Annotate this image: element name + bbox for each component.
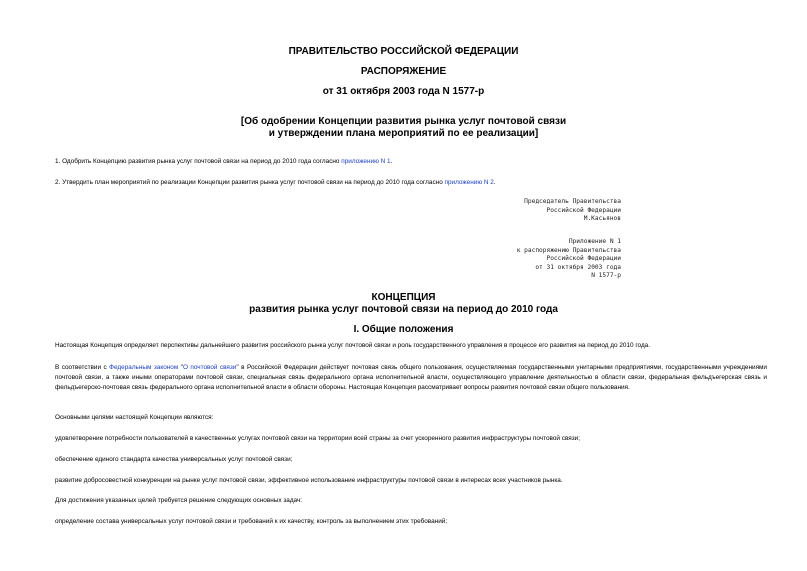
paragraph-4: удовлетворение потребности пользователей в качественных услугах почтовой связи на территории всей страны за счет ускоренного развития инфраструктуры почтовой связи; [55, 435, 580, 442]
item-1-tail: . [390, 158, 393, 165]
paragraph-2-c: " в Российской Федерации действует почтовая связь общего пользования, осуществляемая государственными унитарными предприятиями, государственными учреждениями почтовой связи, а также иными операторами почтовой связи, специальная связь федерального органа исполнительной власти, осуществляющего управление деятельностью в области связи, федеральная фельдъегерская связь и фельдъегерско-почтовая связь федерального органа исполнительной власти в области обороны. Настоящая Концепция рассматривает вопросы развития почтовой связи общего пользования. [55, 364, 768, 391]
signature-line2: Российской Федерации [546, 206, 621, 214]
doc-title-line2: и утверждении плана мероприятий по ее реализации] [268, 128, 539, 139]
appendix-block [517, 238, 621, 281]
concept-title: КОНЦЕПЦИЯ [371, 292, 436, 303]
appendix-2-link[interactable]: приложению N 2 [444, 179, 494, 186]
appendix-line5: N 1577-р [591, 272, 621, 279]
item-2 [55, 178, 767, 188]
item-2-text: 2. Утвердить план мероприятий по реализации Концепции развития рынка услуг почтовой связи на период до 2010 года согласно [55, 179, 445, 186]
doc-type-heading: РАСПОРЯЖЕНИЕ [360, 66, 447, 77]
signature-block [524, 198, 621, 224]
section-heading: I. Общие положения [353, 324, 454, 335]
item-1-text: 1. Одобрить Концепцию развития рынка услуг почтовой связи на период до 2010 года согласно [55, 158, 342, 165]
signature-line3: М.Касьянов [583, 215, 621, 222]
paragraph-3: Основными целями настоящей Концепции являются: [55, 414, 214, 421]
paragraph-2 [55, 363, 767, 393]
government-heading: ПРАВИТЕЛЬСТВО РОССИЙСКОЙ ФЕДЕРАЦИИ [288, 46, 519, 57]
paragraph-7: Для достижения указанных целей требуется решение следующих основных задач: [55, 497, 303, 504]
appendix-line1: Приложение N 1 [568, 238, 621, 245]
paragraph-1: Настоящая Концепция определяет перспективы дальнейшего развития российского рынка услуг почтовой связи и роль государственного управления в процессе его развития на период до 2010 года. [55, 342, 651, 349]
paragraph-5: обеспечение единого стандарта качества универсальных услуг почтовой связи; [55, 456, 293, 463]
concept-subtitle: развития рынка услуг почтовой связи на период до 2010 года [249, 304, 558, 315]
signature-line1: Председатель Правительства [524, 198, 621, 205]
appendix-line3: Российской Федерации [546, 255, 621, 262]
item-2-tail: . [493, 179, 496, 186]
postal-law-link[interactable]: О почтовой связи [182, 364, 237, 371]
paragraph-6: развитие добросовестной конкуренции на рынке услуг почтовой связи, эффективное использование инфраструктуры почтовой связи в интересах всех участников рынка. [55, 477, 563, 484]
paragraph-8: определение состава универсальных услуг почтовой связи и требований к их качеству, контроль за выполнением этих требований; [55, 518, 448, 525]
appendix-1-link[interactable]: приложению N 1 [341, 158, 391, 165]
appendix-line4: от 31 октября 2003 года [535, 263, 621, 271]
doc-title-line1: [Об одобрении Концепции развития рынка услуг почтовой связи [240, 116, 567, 127]
federal-law-link[interactable]: Федеральным законом [109, 364, 179, 371]
paragraph-2-b: " [178, 364, 183, 371]
paragraph-2-a: В соответствии с [55, 364, 110, 371]
appendix-line2: к распоряжению Правительства [516, 246, 621, 254]
date-number-heading: от 31 октября 2003 года N 1577-р [322, 86, 485, 97]
item-1 [55, 157, 767, 167]
